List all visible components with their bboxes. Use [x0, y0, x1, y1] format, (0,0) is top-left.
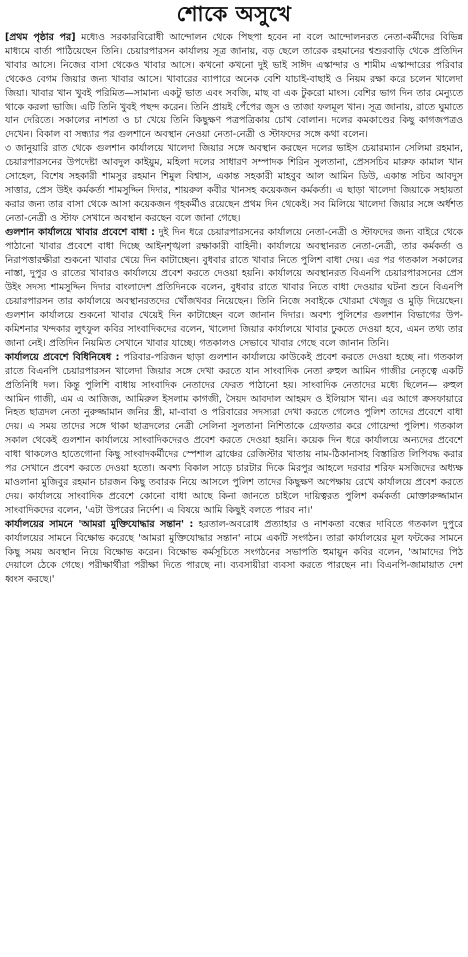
paragraph-text: মধ্যেও সরকারবিরোধী আন্দোলন থেকে পিছপা হবেন না বলে আন্দোলনরত নেতা-কর্মীদের বিভিন্ন মাধ্যমে বার্তা পাঠিয়েছেন তিনি। চেয়ারপারসন কার্যালয় সূত্র জানায়, বড় ছেলে তারেক রহমানের শ্বশুরবাড়ি থেকে প্রতিদিন খাবার আসে। নিজের বাসা থেকেও খাবার আসে। কখনো কখনো দুই ভাই সাঈদ এস্কান্দার ও শামীম এস্কান্দারের পরিবার থেকেও বেগম জিয়ার জন্য খাবার আসে। খাবারের ব্যাপারে অনেক বেশি যাচাই-বাছাই ও নিয়ম রক্ষা করে চলেন খালেদা জিয়া। খাবার খান খুবই পরিমিত—সামান্য একটু ভাত এবং সবজি, মাছ বা এক টুকরো মাংস। বেশির ভাগ দিন তার মেন্যুতে থাকে করলা ভাজি। এটি তিনি খুবই পছন্দ করেন। তিনি প্রায়ই পেঁপের জুস ও তাজা ফলমূল খান। সূত্র জানায়, রাতে ঘুমাতে যান দেরিতে। সকালের নাশতা ও চা খেয়ে তিনি কিছুক্ষণ পত্রপত্রিকায় চোখ বোলান। দলের কমকাণ্ডের কিছু কাগজপত্রও দেখেন। বিকাল বা সন্ধ্যার পর গুলশানে অবস্থান নেওয়া নেতা-নেত্রী ও স্টাফদের সঙ্গে কথা বলেন। [5, 32, 463, 141]
article-paragraph [5, 31, 463, 142]
paragraph-text: হরতাল-অবরোধ প্রত্যাহার ও নাশকতা বন্ধের দাবিতে গতকাল দুপুরে কার্যালয়ের সামনে বিক্ষোভ করেছে 'আমরা মুক্তিযোদ্ধার সন্তান' নামে একটি সংগঠন। তারা কার্যালয়ের মূল ফটকের সামনে কিছু সময় অবস্থান নিয়ে বিক্ষোভ করেন। বিক্ষোভ কর্মসূচিতে সংগঠনের সভাপতি হুমায়ুন কবির বলেন, 'আমাদের পিঠ দেয়ালে ঠেকে গেছে। পরীক্ষার্থীরা পরীক্ষা দিতে পারছে না। ব্যবসায়ীরা ব্যবসা করতে পারছেন না। বিএনপি-জামায়াত দেশ ধ্বংস করছে।' [5, 518, 464, 586]
section-subheading: গুলশান কার্যালয়ে খাবার প্রবেশে বাধা : [5, 226, 155, 238]
continuation-label: [প্রথম পৃষ্ঠার পর] [5, 32, 76, 43]
article-headline: শোকে অসুখে [176, 2, 292, 26]
section-subheading: কার্যালয়ে প্রবেশে বিধিনিষেধ : [5, 351, 120, 363]
section-subheading: কার্যালয়ের সামনে 'আমরা মুক্তিযোদ্ধার সন্তান' : [5, 518, 194, 530]
article-paragraph [5, 351, 463, 518]
paragraph-text: ৩ জানুয়ারি রাত থেকে গুলশান কার্যালয়ে খালেদা জিয়ার সঙ্গে অবস্থান করছেন দলের ভাইস চেয়ারম্যান সেলিমা রহমান, চেয়ারপারসনের উপদেষ্টা আবদুল কাইয়ুম, মহিলা দলের সাধারণ সম্পাদক শিরিন সুলতানা, প্রেসসচিব মারুফ কামাল খান সোহেল, বিশেষ সহকারী শামসুর রহমান শিমুল বিশ্বাস, একান্ত সহকারী মাহবুব আল আমিন ডিউ, একান্ত সচিব আবদুস সাত্তার, প্রেস উইং কর্মকর্তা শামসুদ্দিন দিদার, শায়রুল কবীর খানসহ কয়েকজন কর্মকর্তা। এ ছাড়া খালেদা জিয়াকে সহায়তা করার জন্য তার বাসা থেকে আসা কয়েকজন গৃহকর্মীও রয়েছেন প্রথম দিন থেকেই। সব মিলিয়ে খালেদা জিয়ার সঙ্গে অর্ধশত নেতা-নেত্রী ও স্টাফ সেখানে অবস্থান করছেন বলে জানা গেছে। [5, 143, 463, 224]
article-paragraph [5, 518, 463, 588]
article-body [5, 31, 463, 587]
paragraph-text: পরিবার-পরিজন ছাড়া গুলশান কার্যালয়ে কাউকেই প্রবেশ করতে দেওয়া হচ্ছে না। গতকাল রাতে বিএনপি চেয়ারপারসন খালেদা জিয়ার সঙ্গে দেখা করতে যান সাংবাদিক নেতা রুহুল আমিন গাজীর নেতৃত্বে একটি প্রতিনিধি দল। কিন্তু পুলিশি বাধায় সাংবাদিক নেতাদের ফেরত পাঠানো হয়। সাংবাদিক নেতাদের মধ্যে ছিলেন— রুহুল আমিন গাজী, এম এ আজিজ, আমিরুল ইসলাম কাগজী, সৈয়দ আবদাল আহমদ ও ইলিয়াস খান। এর আগে ক্রসফায়ারে নিহত ছাত্রদল নেতা নুরুজ্জামান জনির স্ত্রী, মা-বাবা ও পরিবারের সদস্যরা দেখা করতে গেলেও পুলিশ তাদের প্রবেশে বাধা দেয়। এ সময় তাদের সঙ্গে থাকা ছাত্রদলের নেত্রী সেলিনা সুলতানা নিশিতাকে গ্রেফতার করে গোয়েন্দা পুলিশ। গতকাল সকাল থেকেই গুলশান কার্যালয়ে সাংবাদিকদেরও প্রবেশ করতে দেওয়া হয়নি। কয়েক দিন ধরে কার্যালয়ে অন্যদের প্রবেশে বাধা থাকলেও হাতেগোনা কিছু সাংবাদকর্মীদের স্পেশাল ব্রাঞ্চের রেজিস্টার খাতায় নাম-ঠিকানাসহ বিস্তারিত লিপিবদ্ধ করার পর সেখানে প্রবেশ করতে দেওয়া হতো। অবশ্য বিকাল সাড়ে চারটার দিকে মিরপুর আহলে দরবার শরিফ মসজিদের অধ্যক্ষ মাওলানা মুজিবুর রহমান চারজন কিছু তবারক নিয়ে আসলে পুলিশ তাদের কিছুক্ষণ অপেক্ষায় রেখে কার্যালয়ে প্রবেশ করতে দেয়। কার্যালয়ে সাংবাদিক প্রবেশে কোনো বাধা আছে কিনা জানতে চাইলে দায়িত্বরত পুলিশ কর্মকর্তা মোক্তারুজ্জামান সাংবাদিকদের বলেন, 'এটা উপরের নির্দেশ। এ বিষয়ে আমি কিছুই বলতে পারব না।' [5, 351, 463, 516]
article-paragraph [5, 226, 463, 351]
paragraph-text: দুই দিন ধরে চেয়ারপারসনের কার্যালয়ে নেতা-নেত্রী ও স্টাফদের জন্য বাইরে থেকে পাঠানো খাবার প্রবেশে বাধা দিচ্ছে আইনশৃঙ্খলা রক্ষাকারী বাহিনী। কার্যালয়ে অবস্থানরত নেতা-নেত্রী, তার কর্মকর্তা ও নিরাপত্তারক্ষীরা শুকনো খাবার খেয়ে দিন কাটাচ্ছেন। বুধবার রাতে খাবার নিতে পুলিশ বাধা দেয়। এর পর গতকাল সকালের নাস্তা, দুপুর ও রাতের খাবারও কার্যালয়ে প্রবেশ করতে দেওয়া হয়নি। কার্যালয়ে অবস্থানরত বিএনপি চেয়ারপারসনের প্রেস উইং সদস্য শামসুদ্দিন দিদার বাংলাদেশ প্রতিদিনকে বলেন, বুধবার রাতে খাবার নিতে বাধা দেওয়ার ঘটনা শুনে বিএনপি চেয়ারপারসন তার কার্যালয়ে অবস্থানরতদের খোঁজখবর নিয়েছেন। তিনি নিজে সবাইকে খোরমা খেজুর ও মুড়ি দিয়েছেন। গুলশান কার্যালয়ে শুকনো খাবার খেয়েই দিন কাটাচ্ছেন বলে জানান দিদার। অবশ্য পুলিশের গুলশান বিভাগের উপ-কমিশনার খন্দকার লুৎফুল কবির সাংবাদিকদের বলেন, খালেদা জিয়ার কার্যালয়ে খাবার ঢুকতে দেওয়া হবে, এমন তথ্য তার জানা নেই। প্রতিদিন নিয়মিত সেখানে খাবার যাচ্ছে। গতকালও সেভাবে খাবার গেছে বলে জানান তিনি। [5, 226, 463, 349]
article-paragraph [5, 142, 463, 225]
